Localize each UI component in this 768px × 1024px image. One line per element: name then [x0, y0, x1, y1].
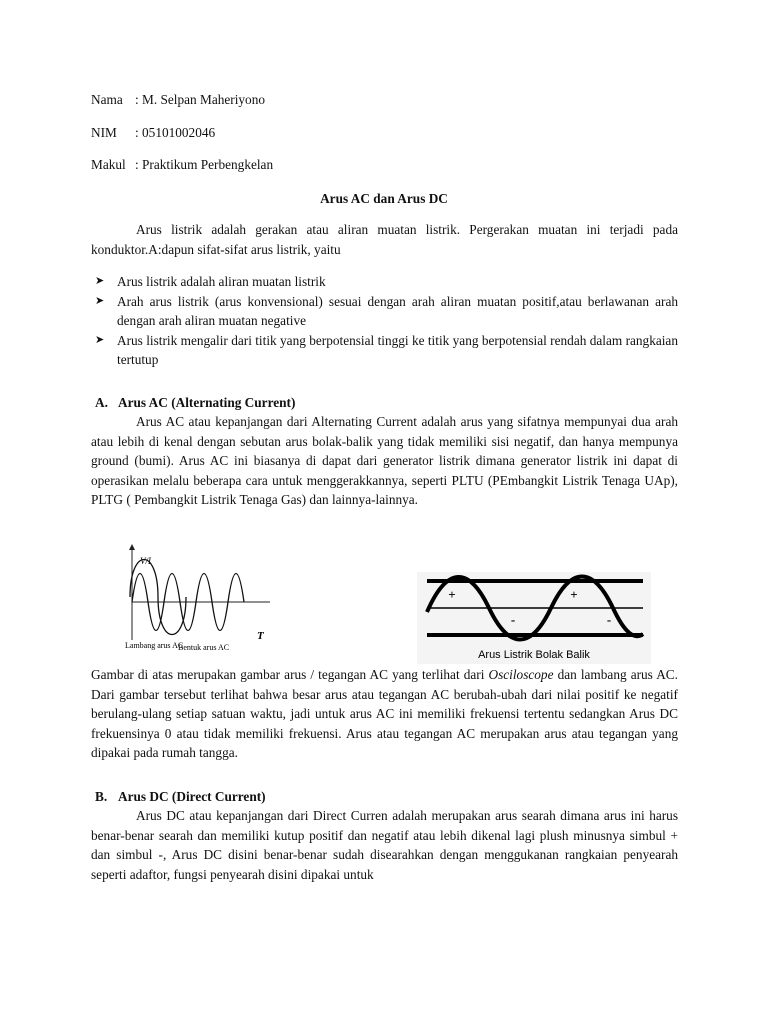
plus-sign: +: [570, 587, 578, 602]
makul-label: Makul: [91, 157, 126, 172]
meta-makul: [91, 155, 273, 175]
ac-symbol-figure: [120, 552, 200, 650]
section-b-heading: [95, 787, 266, 807]
list-item: ➤ Arus listrik adalah aliran muatan listrik: [91, 272, 678, 292]
properties-list: [91, 272, 678, 370]
ac-figures: [120, 540, 660, 661]
list-item: ➤ Arah arus listrik (arus konvensional) sesuai dengan arah aliran muatan positif,atau berlawanan arah dengan arah aliran muatan negative: [95, 293, 678, 328]
meta-nama: [91, 90, 265, 110]
intro-paragraph: Arus listrik adalah gerakan atau aliran muatan listrik. Pergerakan muatan ini terjadi pada konduktor.A:dapun sifat-sifat arus listrik, yaitu: [91, 222, 678, 257]
section-a-paragraph: Arus AC atau kepanjangan dari Alternating Current adalah arus yang sifatnya mempunyai dua arah atau lebih di kenal dengan sebutan arus bolak-balik yang tidak memiliki sisi negatif, dan hanya mempunya ground (bumi). Arus AC ini biasanya di dapat dari generator listrik dimana generator listrik ini dapat di operasikan melalu beberapa cara untuk menggerakkannya, seperti PLTU (PEmbangkit Listrik Tenaga UAp), PLTG ( Pembangkit Listrik Tenaga Gas) dan lainnya-lainnya.: [91, 414, 678, 507]
osciloscope-term: Osciloscope: [488, 667, 554, 682]
section-b-paragraph: Arus DC atau kepanjangan dari Direct Curren adalah merupakan arus searah dimana arus ini harus benar-benar searah dan memiliki kutup positif dan negatif atau lebih dikenal lagi plush minusnya simbul + dan simbul -, Arus DC disini benar-benar sudah disearahkan dengan menggukanan rangkaian penyearah seperti adaftor, fungsi penyearah disini dipakai untuk: [91, 808, 678, 882]
list-item: ➤ Arus listrik mengalir dari titik yang berpotensial tinggi ke titik yang berpotensial rendah dalam rangkaian tertutup: [95, 332, 678, 367]
section-a-title: Arus AC (Alternating Current): [118, 395, 296, 410]
makul-value: : Praktikum Perbengkelan: [135, 157, 274, 172]
fig1-caption: Bentuk arus AC: [178, 643, 230, 652]
arrow-bullet-icon: ➤: [95, 294, 105, 307]
plus-sign: +: [448, 587, 456, 602]
minus-sign: -: [606, 612, 612, 627]
nim-label: NIM: [91, 125, 117, 140]
section-a-heading: [95, 393, 295, 413]
meta-nim: [91, 123, 215, 143]
fig3-caption: Arus Listrik Bolak Balik: [478, 649, 590, 661]
nama-label: Nama: [91, 92, 123, 107]
x-axis-label: T: [257, 630, 264, 642]
nama-value: : M. Selpan Maheriyono: [135, 92, 265, 107]
minus-sign: -: [510, 612, 516, 627]
section-b-title: Arus DC (Direct Current): [118, 789, 266, 804]
arrow-bullet-icon: ➤: [95, 333, 105, 346]
y-axis-label: V/I: [140, 556, 151, 566]
nim-value: : 05101002046: [135, 125, 216, 140]
alternating-current-figure: [417, 572, 651, 664]
after-figure-paragraph: Gambar di atas merupakan gambar arus / tegangan AC yang terlihat dari Osciloscope dan lambang arus AC. Dari gambar tersebut terlihat bahwa besar arus atau tegangan AC berubah-ubah dari nilai positif ke negatif berulang-ulang setiap satuan waktu, jadi untuk arus AC ini memiliki frekuensi tertentu sedangkan Arus DC frekuensinya 0 atau tidak memiliki frekuensi. Arus atau tegangan AC merupakan arus atau tegangan yang dipakai pada rumah tangga.: [91, 667, 678, 760]
fig2-caption: Lambang arus AC: [125, 641, 184, 650]
arrow-bullet-icon: ➤: [95, 275, 105, 287]
document-title: Arus AC dan Arus DC: [320, 191, 448, 206]
section-b-letter: B.: [95, 789, 108, 804]
section-a-letter: A.: [95, 395, 108, 410]
